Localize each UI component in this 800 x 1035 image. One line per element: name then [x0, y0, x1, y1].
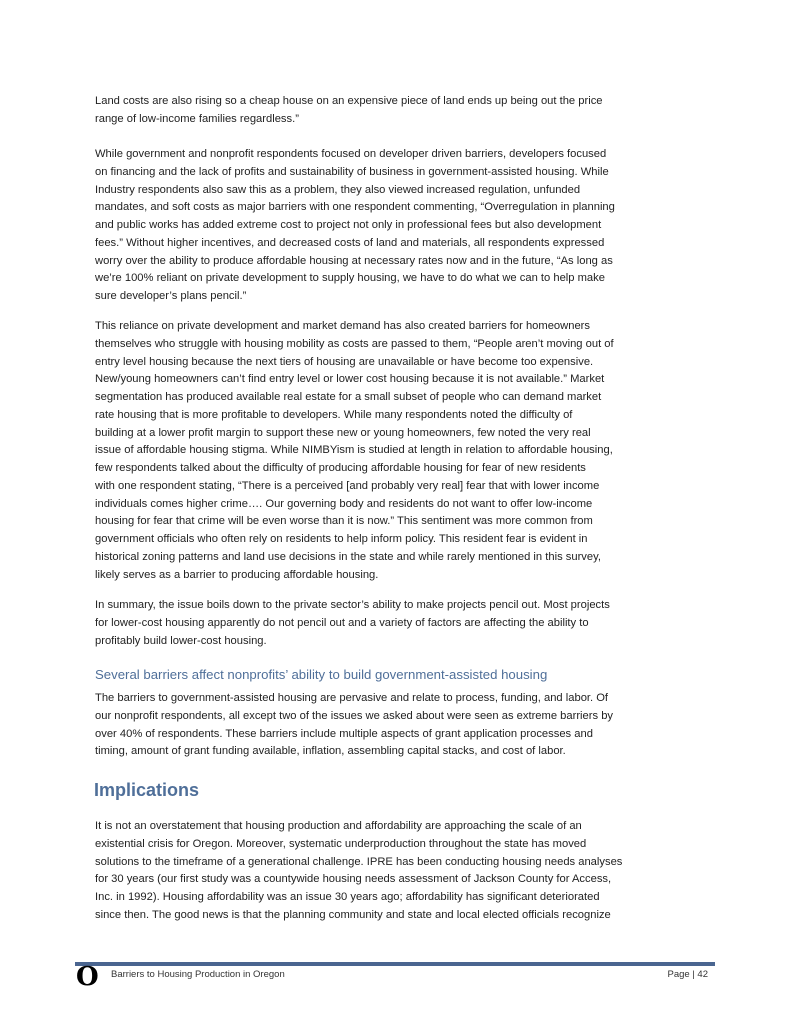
- text-line: It is not an overstatement that housing production and affordability are approaching the scale of an: [95, 820, 582, 832]
- section-heading-implications: Implications: [94, 780, 200, 800]
- text-line: over 40% of respondents. These barriers include multiple aspects of grant application processes and: [95, 727, 593, 740]
- footer-page-number: Page | 42: [667, 969, 708, 980]
- text-line: housing for fear that crime will be even worse than it is now.” This sentiment was more common from: [95, 515, 593, 528]
- text-line: themselves who struggle with housing mobility as costs are passed to them, “People aren’t moving out of: [95, 337, 614, 350]
- footer-rule: [75, 962, 715, 966]
- text-line: timing, amount of grant funding available, inflation, assembling capital stacks, and cost of labor.: [95, 745, 566, 758]
- text-line: since then. The good news is that the planning community and state and local elected officials recognize: [95, 908, 611, 921]
- text-line: with one respondent stating, “There is a perceived [and probably very real] fear that with lower income: [95, 479, 600, 492]
- text-line: range of low-income families regardless.”: [95, 112, 299, 125]
- text-line: for lower-cost housing apparently do not pencil out and a variety of factors are affecting the ability to: [95, 616, 589, 629]
- paragraph-developer-barriers: [95, 146, 715, 306]
- text-line: entry level housing because the next tiers of housing are unavailable or have become too expensive.: [95, 355, 594, 368]
- text-line: issue of affordable housing stigma. While NIMBYism is studied at length in relation to affordable housing,: [95, 444, 613, 457]
- paragraph-nonprofit-barriers: [95, 690, 715, 761]
- text-line: In summary, the issue boils down to the private sector’s ability to make projects pencil out. Most projects: [95, 599, 610, 611]
- text-line: existential crisis for Oregon. Moreover, systematic underproduction throughout the state has moved: [95, 837, 587, 850]
- text-line: While government and nonprofit respondents focused on developer driven barriers, developers focused: [95, 148, 607, 160]
- paragraph-land-costs: [95, 93, 715, 129]
- text-line: we’re 100% reliant on private development to supply housing, we have to do what we can to help make: [95, 272, 605, 285]
- university-logo: O: [76, 962, 99, 992]
- text-line: Land costs are also rising so a cheap house on an expensive piece of land ends up being out the price: [95, 95, 603, 107]
- paragraph-summary: [95, 597, 715, 650]
- text-line: our nonprofit respondents, all except two of the issues we asked about were seen as extreme barriers by: [95, 709, 614, 722]
- text-line: mandates, and soft costs as major barriers with one respondent commenting, “Overregulation in planning: [95, 201, 615, 214]
- text-line: The barriers to government-assisted housing are pervasive and relate to process, funding, and labor. Of: [95, 692, 609, 704]
- text-line: government officials who often rely on residents to help inform policy. This resident fear is evident in: [95, 533, 588, 545]
- text-line: Industry respondents also saw this as a problem, they also viewed increased regulation, unfunded: [95, 183, 581, 196]
- text-line: sure developer’s plans pencil.”: [95, 290, 247, 302]
- section-subheading: Several barriers affect nonprofits’ ability to build government-assisted housing: [95, 667, 548, 682]
- text-line: Inc. in 1992). Housing affordability was an issue 30 years ago; affordability has significant deteriorated: [95, 891, 600, 903]
- text-line: worry over the ability to produce affordable housing at necessary rates now and in the future, “As long as: [95, 254, 613, 267]
- footer-document-title: Barriers to Housing Production in Oregon: [111, 969, 285, 980]
- text-line: and public works has added extreme cost to project not only in professional fees but also development: [95, 219, 602, 231]
- text-line: fees.” Without higher incentives, and decreased costs of land and materials, all respondents expressed: [95, 236, 605, 249]
- text-line: solutions to the timeframe of a generational challenge. IPRE has been conducting housing needs analyses: [95, 855, 623, 868]
- text-line: New/young homeowners can’t find entry level or lower cost housing because it is not available.” Market: [95, 373, 605, 386]
- text-line: on financing and the lack of profits and sustainability of business in government-assisted housing. While: [95, 165, 609, 178]
- text-line: building at a lower profit margin to support these new or young homeowners, few noted the very real: [95, 426, 591, 439]
- text-line: historical zoning patterns and land use decisions in the state and while rarely mentioned in this survey,: [95, 550, 601, 563]
- text-line: likely serves as a barrier to producing affordable housing.: [95, 568, 379, 581]
- text-line: This reliance on private development and market demand has also created barriers for homeowners: [95, 320, 590, 332]
- text-line: profitably build lower-cost housing.: [95, 634, 267, 647]
- paragraph-private-development: [95, 318, 715, 584]
- text-line: few respondents talked about the difficulty of producing affordable housing for fear of new residents: [95, 462, 586, 474]
- text-line: rate housing that is more profitable to developers. While many respondents noted the difficulty of: [95, 408, 573, 421]
- text-line: segmentation has produced available real estate for a small subset of people who can demand market: [95, 391, 602, 403]
- paragraph-implications: [95, 818, 715, 925]
- text-line: for 30 years (our first study was a countywide housing needs assessment of Jackson County for Access,: [95, 873, 612, 886]
- text-line: individuals comes higher crime…. Our governing body and residents do not want to offer low-income: [95, 497, 593, 510]
